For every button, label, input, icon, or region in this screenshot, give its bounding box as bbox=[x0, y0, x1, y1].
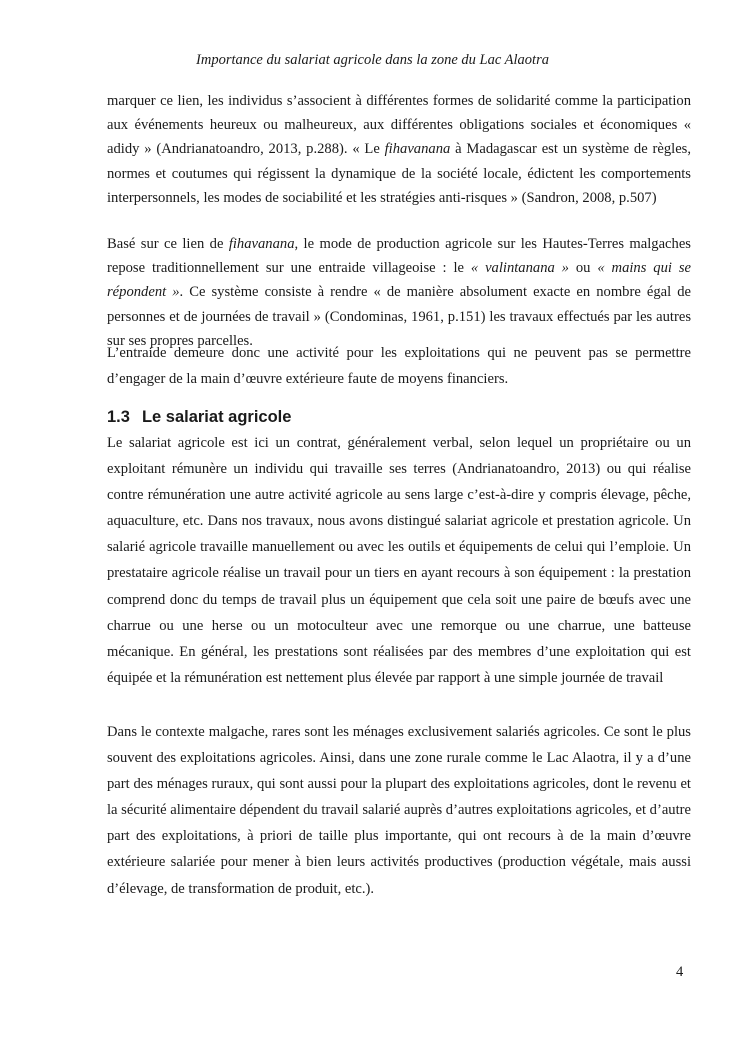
para2-text-before: Basé sur ce lien de bbox=[107, 236, 229, 252]
page-number: 4 bbox=[676, 964, 684, 980]
section-number: 1.3 bbox=[107, 408, 130, 426]
para2-italic-term: fihavanana bbox=[228, 236, 295, 252]
para2-text-after: . Ce système consiste à rendre « de manière absolument exacte en nombre égal de personnes et de journées de travail » (Condominas, 1961, p.151) les travaux effectués par les autres sur ses propres parcelles. bbox=[107, 284, 691, 349]
para2-italic-term-3: « mains qui se répondent » bbox=[107, 260, 691, 301]
paragraph-malagasy-context: Dans le contexte malgache, rares sont les ménages exclusivement salariés agricoles. Ce sont le plus souvent des exploitations agricoles. Ainsi, dans une zone rurale comme le Lac Alaotra, il y a d’une part des ménages ruraux, qui sont aussi pour la plupart des exploitations agricoles, dont le revenu et la sécurité alimentaire dépendent du travail salarié auprès d’autres exploitations agricoles, et d’autre part des exploitations, à priori de taille plus importante, qui ont recours à de la main d’œuvre extérieure salariée pour mener à bien leurs activités productives (production végétale, mais aussi d’élevage, de transformation de produit, etc.). bbox=[107, 724, 691, 897]
paragraph-entraide-conclusion: L’entraide demeure donc une activité pour les exploitations qui ne peuvent pas se permettre d’engager de la main d’œuvre extérieure faute de moyens financiers. bbox=[107, 345, 691, 388]
paragraph-solidarity bbox=[107, 89, 691, 210]
para2-text-mid: , le mode de production agricole sur les Hautes-Terres malgaches repose traditionnellement sur une entraide villageoise : le bbox=[107, 236, 691, 277]
running-header: Importance du salariat agricole dans la zone du Lac Alaotra bbox=[196, 52, 549, 68]
para2-italic-term-2: « valintanana » bbox=[470, 260, 569, 277]
section-heading bbox=[107, 408, 291, 427]
section-title: Le salariat agricole bbox=[141, 408, 292, 426]
para1-text-after: à Madagascar est un système de règles, normes et coutumes qui régissent la dynamique de la société locale, édictent les comportements interpersonnels, les modes de sociabilité et les stratégies anti-risques » (Sandron, 2008, p.507) bbox=[107, 141, 692, 206]
paragraph-definition: Le salariat agricole est ici un contrat, généralement verbal, selon lequel un propriétaire ou un exploitant rémunère un individu qui travaille ses terres (Andrianatoandro, 2013) ou qui réalise contre rémunération une autre activité agricole au sens large c’est-à-dire y compris élevage, pêche, aquaculture, etc. Dans nos travaux, nous avons distingué salariat agricole et prestation agricole. Un salarié agricole travaille manuellement ou avec les outils et équipements de celui qui l’emploie. Un prestataire agricole réalise un travail pour un tiers en ayant recours à son équipement : la prestation comprend donc du temps de travail plus un équipement que cela soit une paire de bœufs avec une charrue ou une herse ou un motoculteur avec une remorque ou une charrue, une batteuse mécanique. En général, les prestations sont réalisées par des membres d’une exploitation qui est équipée et la rémunération est nettement plus élevée par rapport à une simple journée de travail bbox=[107, 435, 691, 686]
para2-text-mid-2: ou bbox=[568, 260, 598, 277]
para1-italic-term: fihavanana bbox=[384, 141, 451, 158]
paragraph-entraide bbox=[107, 232, 691, 353]
para1-text: marquer ce lien, les individus s’associent à différentes formes de solidarité comme la participation aux événements heureux ou malheureux, aux différentes obligations sociales et économiques « adidy » (Andrianatoandro, 2013, p.288). « Le bbox=[107, 93, 691, 158]
